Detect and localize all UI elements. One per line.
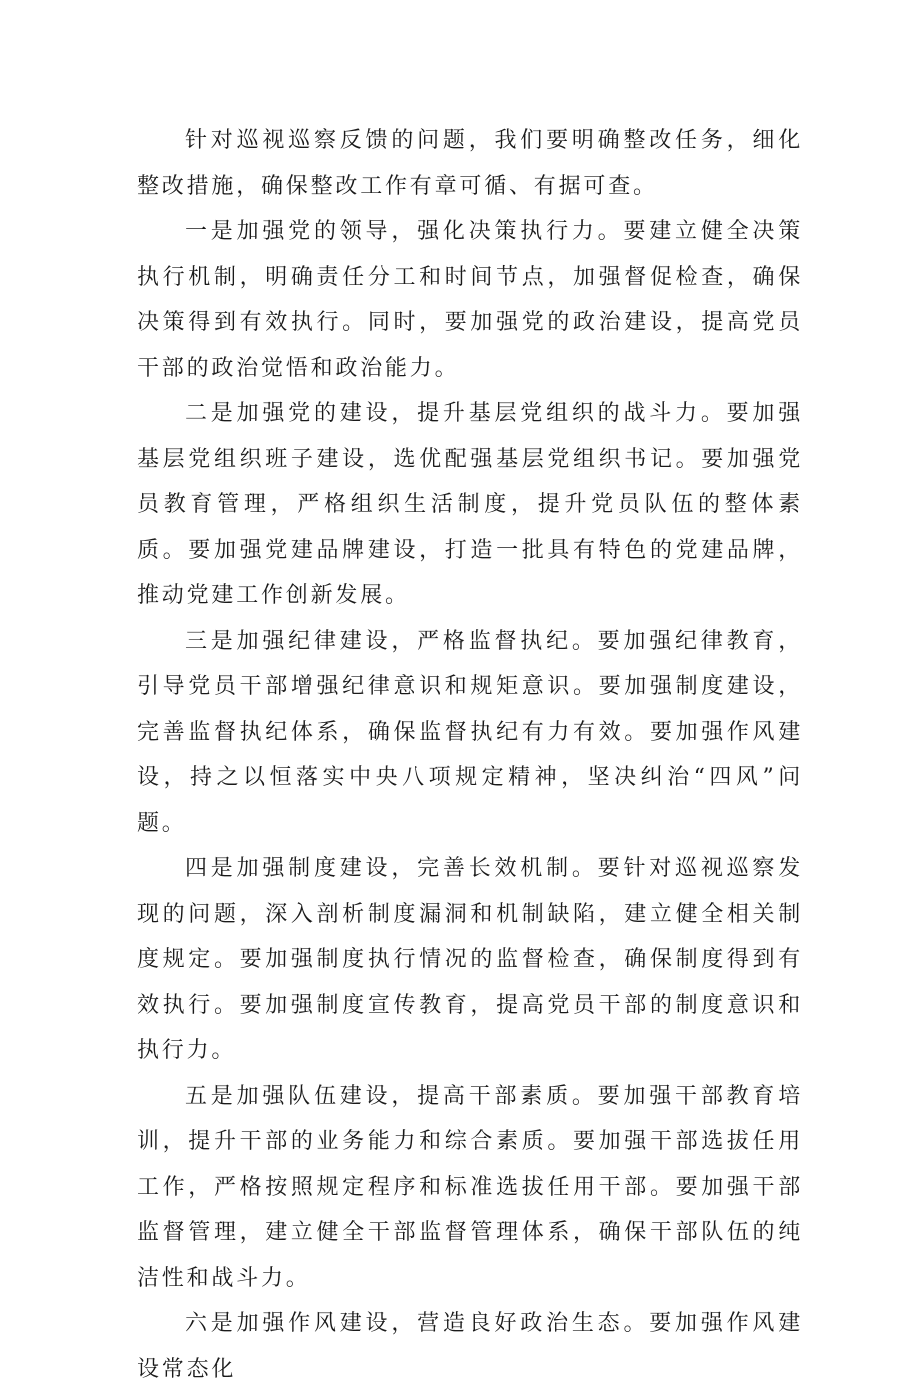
paragraph-intro: 针对巡视巡察反馈的问题，我们要明确整改任务，细化整改措施，确保整改工作有章可循、有据可查。 xyxy=(137,128,803,199)
paragraph-point-4: 四是加强制度建设，完善长效机制。要针对巡视巡察发现的问题，深入剖析制度漏洞和机制缺陷，建立健全相关制度规定。要加强制度执行情况的监督检查，确保制度得到有效执行。要加强制度宣传教育，提高党员干部的制度意识和执行力。 xyxy=(137,856,803,1063)
paragraph-point-6: 六是加强作风建设，营造良好政治生态。要加强作风建设常态化 xyxy=(137,1311,803,1382)
paragraph-point-2: 二是加强党的建设，提升基层党组织的战斗力。要加强基层党组织班子建设，选优配强基层党组织书记。要加强党员教育管理，严格组织生活制度，提升党员队伍的整体素质。要加强党建品牌建设，打造一批具有特色的党建品牌，推动党建工作创新发展。 xyxy=(137,401,803,608)
paragraph-point-3: 三是加强纪律建设，严格监督执纪。要加强纪律教育，引导党员干部增强纪律意识和规矩意识。要加强制度建设，完善监督执纪体系，确保监督执纪有力有效。要加强作风建设，持之以恒落实中央八项规定精神，坚决纠治“四风”问题。 xyxy=(137,628,803,836)
paragraph-point-5: 五是加强队伍建设，提高干部素质。要加强干部教育培训，提升干部的业务能力和综合素质。要加强干部选拔任用工作，严格按照规定程序和标准选拔任用干部。要加强干部监督管理，建立健全干部监督管理体系，确保干部队伍的纯洁性和战斗力。 xyxy=(137,1083,803,1291)
paragraph-point-1: 一是加强党的领导，强化决策执行力。要建立健全决策执行机制，明确责任分工和时间节点，加强督促检查，确保决策得到有效执行。同时，要加强党的政治建设，提高党员干部的政治觉悟和政治能力。 xyxy=(137,219,803,381)
document-body xyxy=(137,118,803,1392)
